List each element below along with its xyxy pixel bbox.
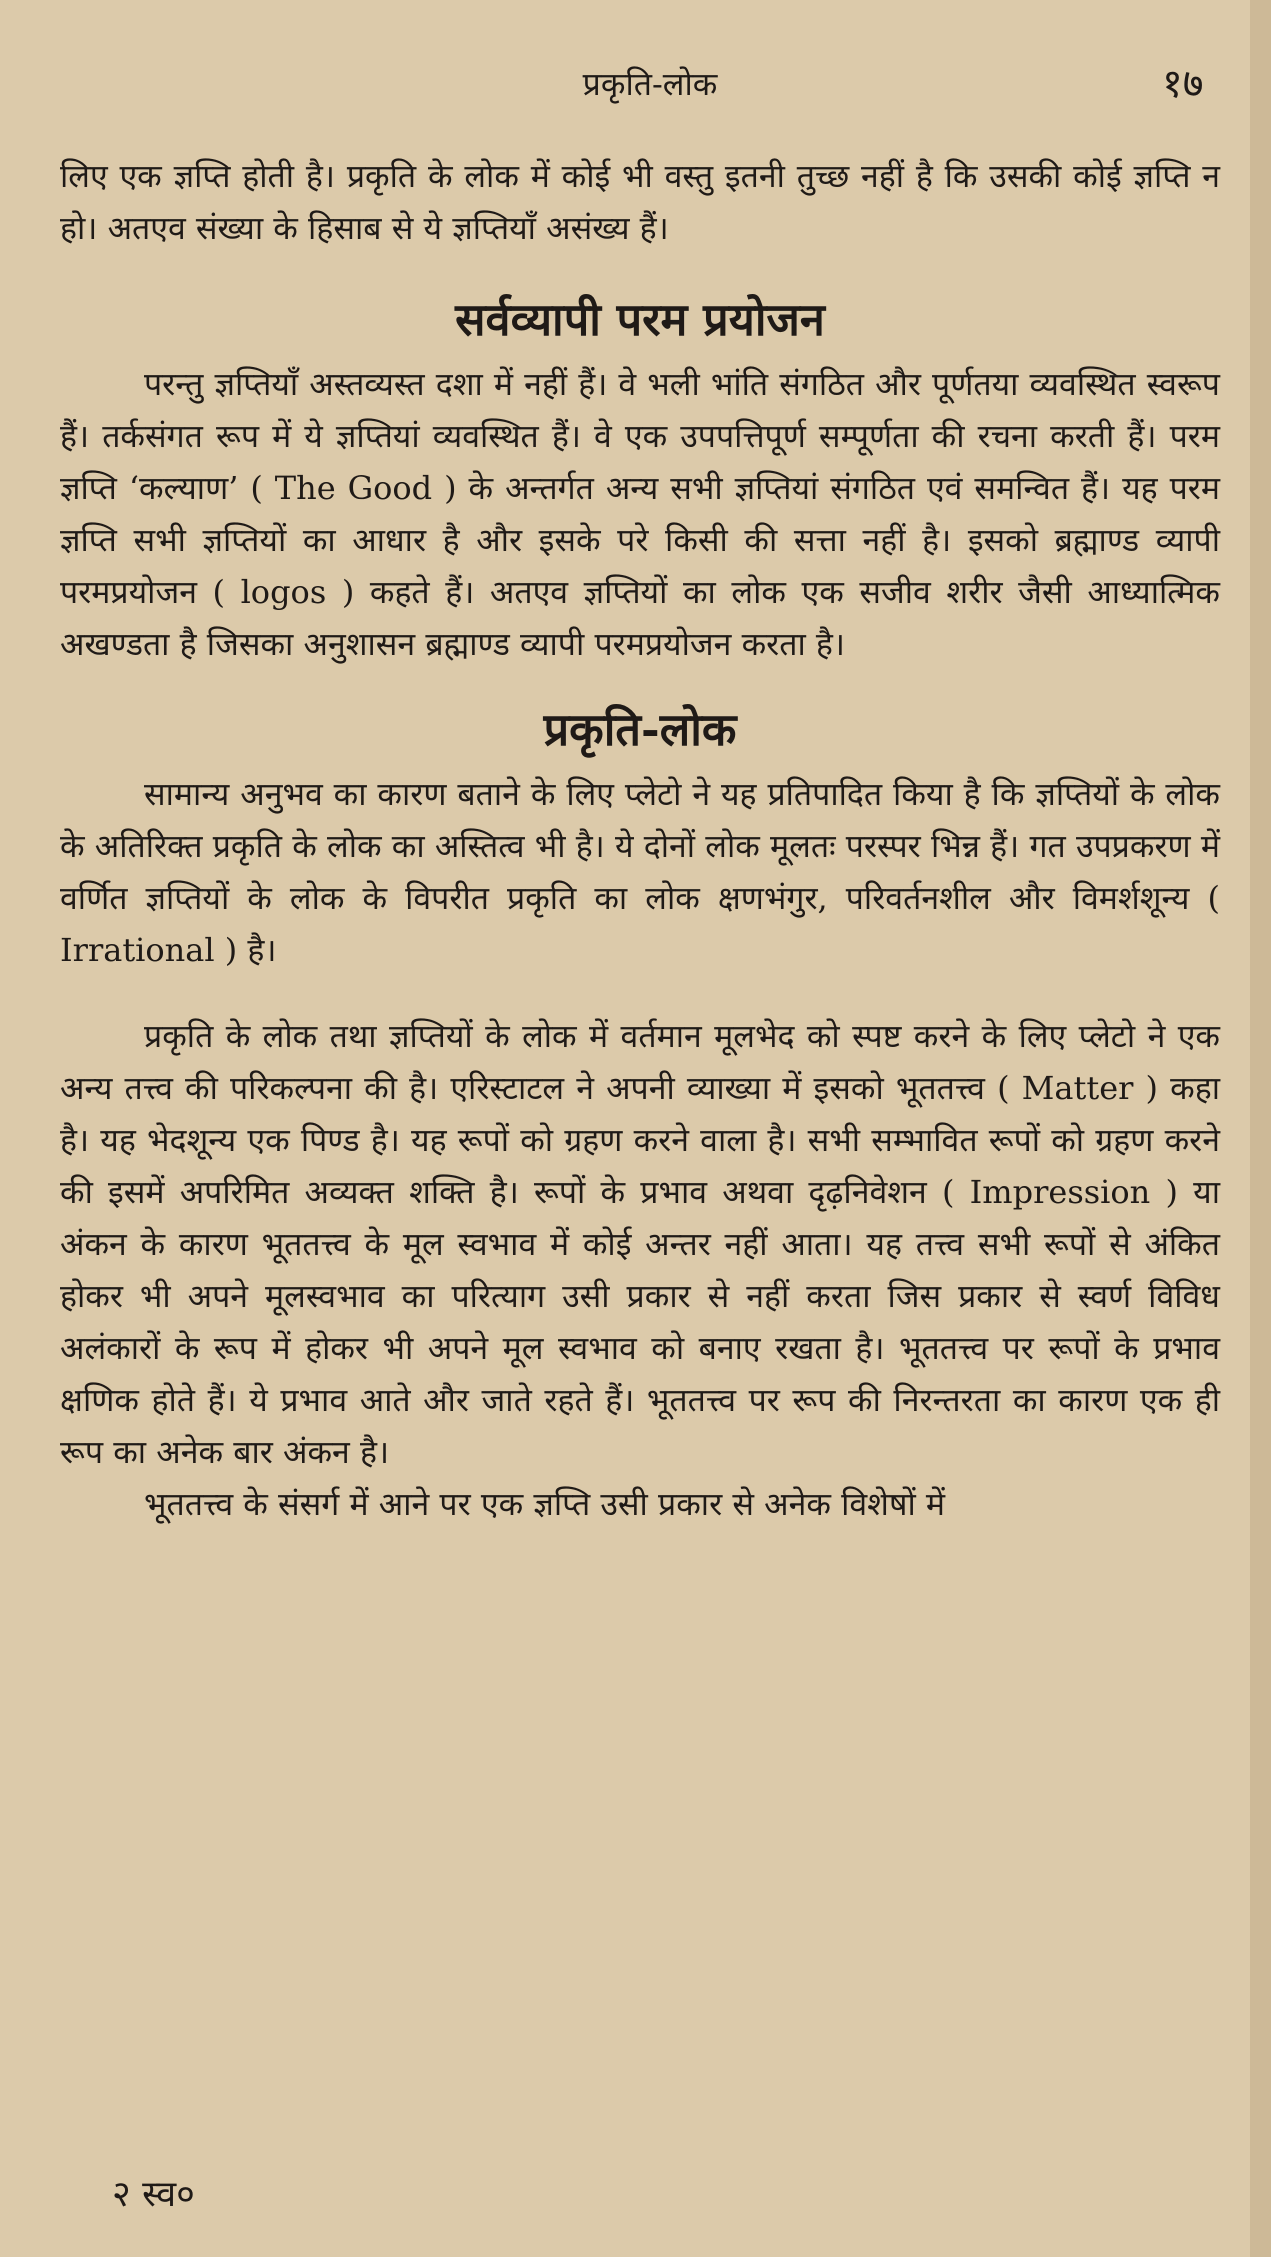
paragraph-gap xyxy=(60,976,1220,1010)
section-1-paragraph: परन्तु ज्ञप्तियाँ अस्तव्यस्त दशा में नहीं हैं। वे भली भांति संगठित और पूर्णतया व्यवस्थित स्वरूप हैं। तर्कसंगत रूप में ये ज्ञप्तियां व्यवस्थित हैं। वे एक उपपत्तिपूर्ण सम्पूर्णता की रचना करती हैं। परम ज्ञप्ति ‘कल्याण’ ( The Good ) के अन्तर्गत अन्य सभी ज्ञप्तियां संगठित एवं समन्वित हैं। यह परम ज्ञप्ति सभी ज्ञप्तियों का आधार है और इसके परे किसी की सत्ता नहीं है। इसको ब्रह्माण्ड व्यापी परमप्रयोजन ( logos ) कहते हैं। अतएव ज्ञप्तियों का लोक एक सजीव शरीर जैसी आध्यात्मिक अखण्डता है जिसका अनुशासन ब्रह्माण्ड व्यापी परमप्रयोजन करता है। xyxy=(60,365,1220,663)
section-2-paragraph-2: प्रकृति के लोक तथा ज्ञप्तियों के लोक में वर्तमान मूलभेद को स्पष्ट करने के लिए प्लेटो ने एक अन्य तत्त्व की परिकल्पना की है। एरिस्टाटल ने अपनी व्याख्या में इसको भूततत्त्व ( Matter ) कहा है। यह भेदशून्य एक पिण्ड है। यह रूपों को ग्रहण करने वाला है। सभी सम्भावित रूपों को ग्रहण करने की इसमें अपरिमित अव्यक्त शक्ति है। रूपों के प्रभाव अथवा दृढ़निवेशन ( Impression ) या अंकन के कारण भूततत्त्व के मूल स्वभाव में कोई अन्तर नहीं आता। यह तत्त्व सभी रूपों से अंकित होकर भी अपने मूलस्वभाव का परित्याग उसी प्रकार से नहीं करता जिस प्रकार से स्वर्ण विविध अलंकारों के रूप में होकर भी अपने मूल स्वभाव को बनाए रखता है। भूततत्त्व पर रूपों के प्रभाव क्षणिक होते हैं। ये प्रभाव आते और जाते रहते हैं। भूततत्त्व पर रूप की निरन्तरता का कारण एक ही रूप का अनेक बार अंकन है। xyxy=(60,1017,1220,1471)
intro-paragraph: लिए एक ज्ञप्ति होती है। प्रकृति के लोक में कोई भी वस्तु इतनी तुच्छ नहीं है कि उसकी कोई ज्ञप्ति न हो। अतएव संख्या के हिसाब से ये ज्ञप्तियाँ असंख्य हैं। xyxy=(60,157,1220,247)
page-edge xyxy=(1250,0,1271,2257)
section-2-paragraph-1: सामान्य अनुभव का कारण बताने के लिए प्लेटो ने यह प्रतिपादित किया है कि ज्ञप्तियों के लोक के अतिरिक्त प्रकृति के लोक का अस्तित्व भी है। ये दोनों लोक मूलतः परस्पर भिन्न हैं। गत उपप्रकरण में वर्णित ज्ञप्तियों के लोक के विपरीत प्रकृति का लोक क्षणभंगुर, परिवर्तनशील और विमर्शशून्य ( Irrational ) है। xyxy=(60,775,1220,969)
page-number: १७ xyxy=(1162,61,1204,107)
page-footer-signature: २ स्व० xyxy=(112,2174,195,2215)
section-heading-1: सर्वव्यापी परम प्रयोजन xyxy=(455,293,825,346)
section-heading-2: प्रकृति-लोक xyxy=(543,703,737,756)
running-title: प्रकृति-लोक xyxy=(582,65,718,103)
page-body xyxy=(60,150,1220,1530)
section-2-paragraph-3: भूततत्त्व के संसर्ग में आने पर एक ज्ञप्ति उसी प्रकार से अनेक विशेषों में xyxy=(144,1485,946,1523)
page-header xyxy=(0,62,1271,122)
